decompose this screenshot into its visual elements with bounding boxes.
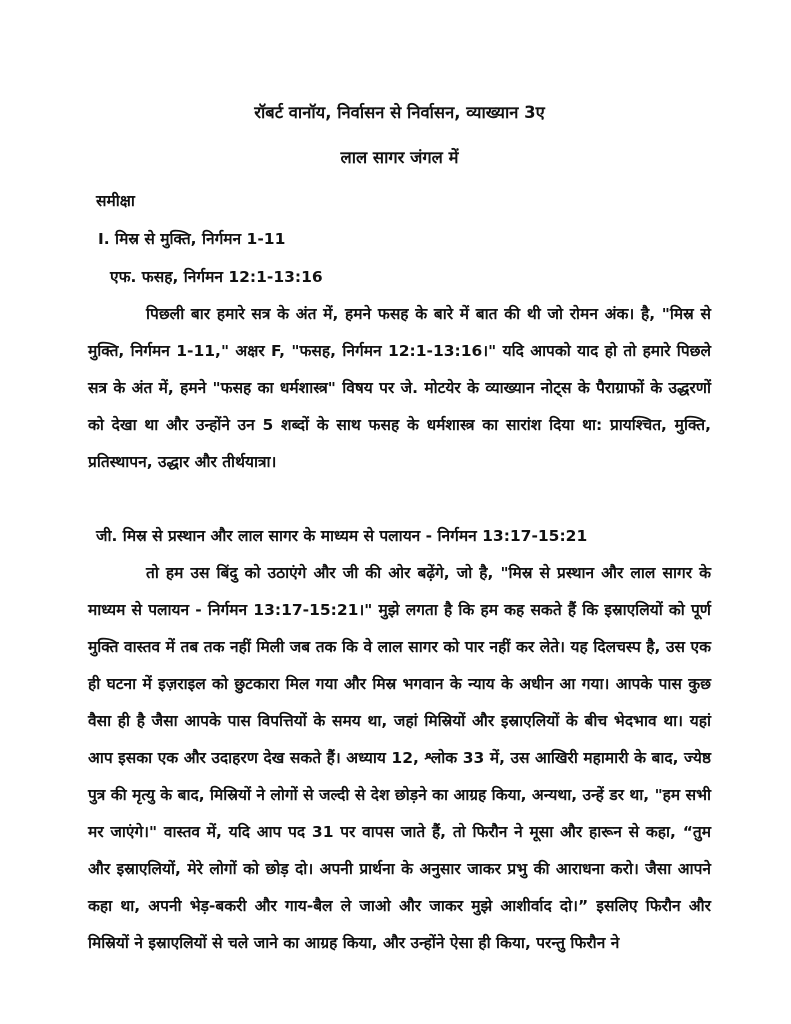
document-title: रॉबर्ट वानॉय, निर्वासन से निर्वासन, व्याख्यान 3ए	[254, 103, 545, 122]
section-g-heading: जी. मिस्र से प्रस्थान और लाल सागर के माध्यम से पलायन - निर्गमन 13:17-15:21	[96, 527, 588, 545]
document-subtitle: लाल सागर जंगल में	[340, 148, 459, 167]
review-heading: समीक्षा	[96, 192, 135, 210]
outline-item-i: I. मिस्र से मुक्ति, निर्गमन 1-11	[98, 230, 286, 248]
section-g-paragraph: तो हम उस बिंदु को उठाएंगे और जी की ओर बढ़ेंगे, जो है, "मिस्र से प्रस्थान और लाल सागर के माध्यम से पलायन - निर्गमन 13:17-15:21।" मुझे लगता है कि हम कह सकते हैं कि इस्राएलियों को पूर्ण मुक्ति वास्तव में तब तक नहीं मिली जब तक कि वे लाल सागर को पार नहीं कर लेते। यह दिलचस्प है, उस एक ही घटना में इज़राइल को छुटकारा मिल गया और मिस्र भगवान के न्याय के अधीन आ गया। आपके पास कुछ वैसा ही है जैसा आपके पास विपत्तियों के समय था, जहां मिस्रियों और इस्राएलियों के बीच भेदभाव था। यहां आप इसका एक और उदाहरण देख सकते हैं। अध्याय 12, श्लोक 33 में, उस आखिरी महामारी के बाद, ज्येष्ठ पुत्र की मृत्यु के बाद, मिस्रियों ने लोगों से जल्दी से देश छोड़ने का आग्रह किया, अन्यथा, उन्हें डर था, "हम सभी मर जाएंगे।" वास्तव में, यदि आप पद 31 पर वापस जाते हैं, तो फिरौन ने मूसा और हारून से कहा, “तुम और इस्राएलियों, मेरे लोगों को छोड़ दो। अपनी प्रार्थना के अनुसार जाकर प्रभु की आराधना करो। जैसा आपने कहा था, अपनी भेड़-बकरी और गाय-बैल ले जाओ और जाकर मुझे आशीर्वाद दो।” इसलिए फिरौन और मिस्रियों ने इस्राएलियों से चले जाने का आग्रह किया, और उन्होंने ऐसा ही किया, परन्तु फिरौन ने	[88, 564, 711, 952]
intro-paragraph: पिछली बार हमारे सत्र के अंत में, हमने फसह के बारे में बात की थी जो रोमन अंक। है, "मिस्र से मुक्ति, निर्गमन 1-11," अक्षर F, "फसह, निर्गमन 12:1-13:16।" यदि आपको याद हो तो हमारे पिछले सत्र के अंत में, हमने "फसह का धर्मशास्त्र" विषय पर जे. मोटयेर के व्याख्यान नोट्स के पैराग्राफों के उद्धरणों को देखा था और उन्होंने उन 5 शब्दों के साथ फसह के धर्मशास्त्र का सारांश दिया था: प्रायश्चित, मुक्ति, प्रतिस्थापन, उद्धार और तीर्थयात्रा।	[88, 305, 711, 471]
outline-item-f: एफ. फसह, निर्गमन 12:1-13:16	[110, 268, 323, 286]
